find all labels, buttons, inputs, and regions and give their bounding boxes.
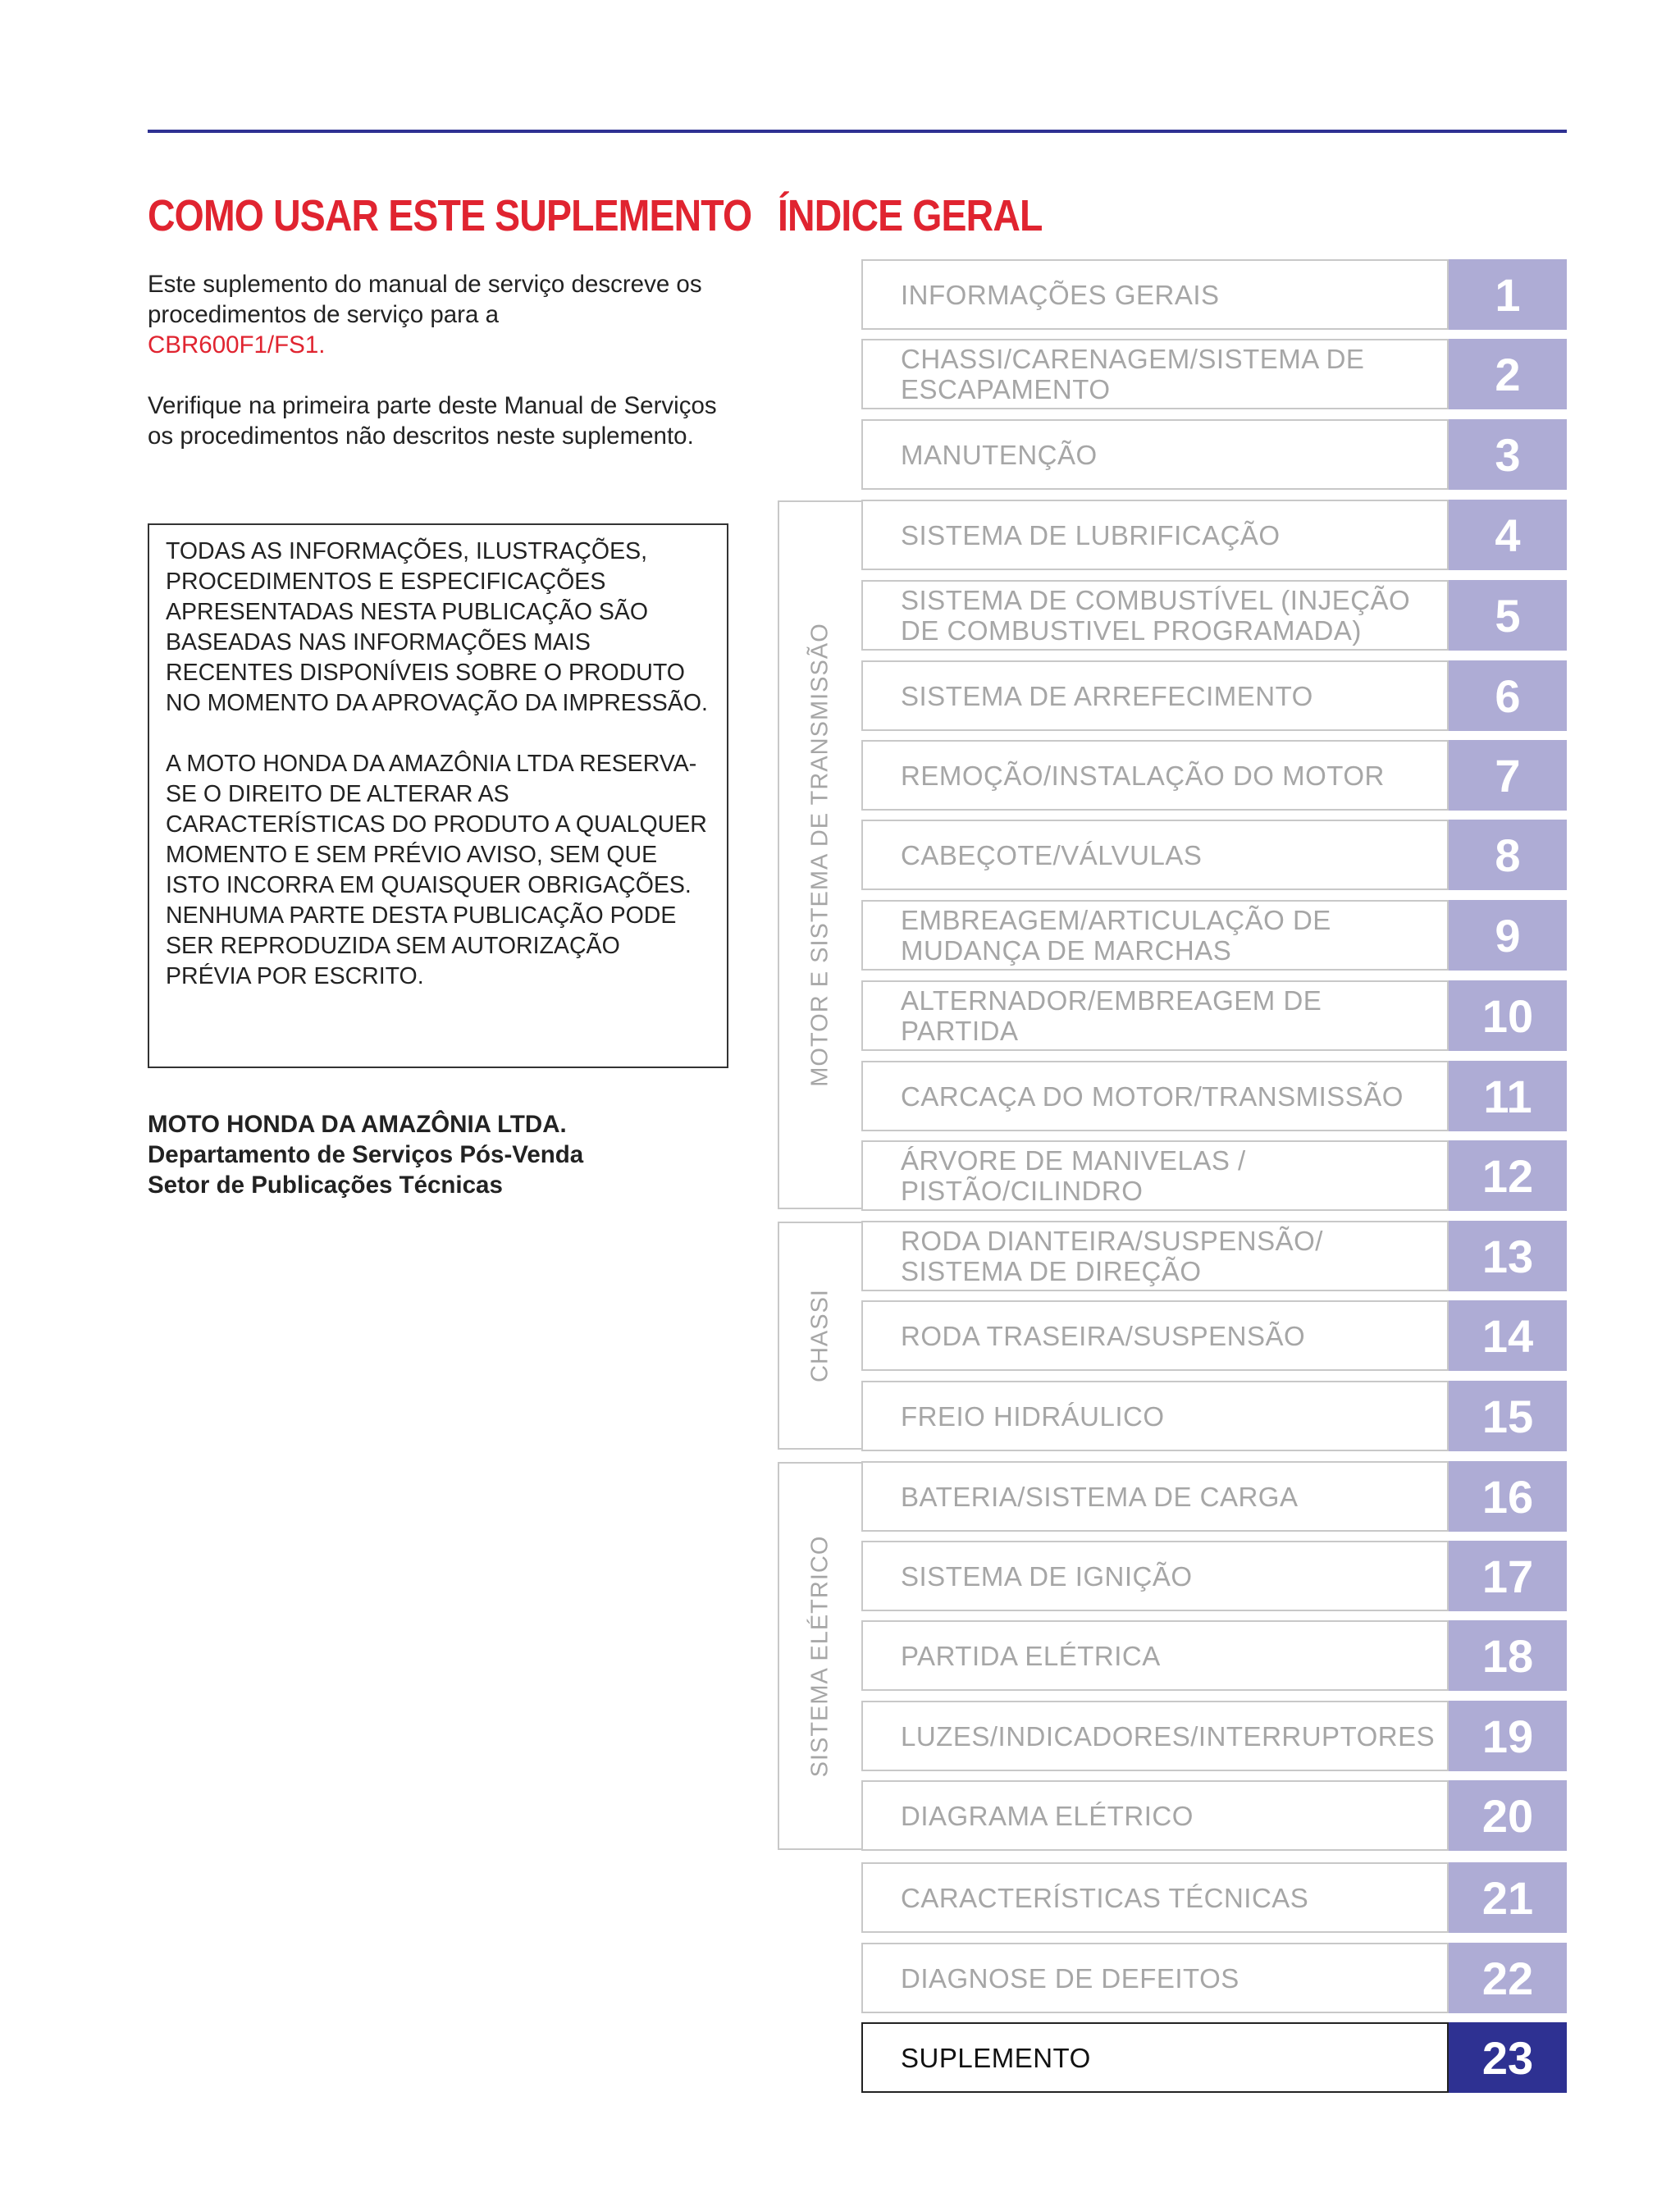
index-item-22[interactable] (861, 1943, 1567, 2013)
index-item-11[interactable] (861, 1061, 1567, 1131)
group-label-engine-transmission: MOTOR E SISTEMA DE TRANSMISSÃO (806, 623, 833, 1087)
publisher-sector: Setor de Publicações Técnicas (148, 1172, 503, 1199)
how-to-use-title: COMO USAR ESTE SUPLEMENTO (148, 191, 752, 240)
index-item-number: 19 (1449, 1701, 1567, 1771)
publisher-company: MOTO HONDA DA AMAZÔNIA LTDA. (148, 1111, 567, 1138)
index-item-label: SUPLEMENTO (861, 2022, 1449, 2093)
index-item-label: PARTIDA ELÉTRICA (861, 1620, 1449, 1691)
index-item-23[interactable] (861, 2022, 1567, 2093)
index-item-label: LUZES/INDICADORES/INTERRUPTORES (861, 1701, 1449, 1771)
index-item-number: 12 (1449, 1140, 1567, 1211)
index-item-19[interactable] (861, 1701, 1567, 1771)
index-item-2[interactable] (861, 339, 1567, 409)
index-item-label: EMBREAGEM/ARTICULAÇÃO DE MUDANÇA DE MARCHAS (861, 900, 1449, 971)
index-item-label: REMOÇÃO/INSTALAÇÃO DO MOTOR (861, 740, 1449, 811)
index-item-label: SISTEMA DE COMBUSTÍVEL (INJEÇÃO DE COMBUSTIVEL PROGRAMADA) (861, 580, 1449, 651)
index-item-label: INFORMAÇÕES GERAIS (861, 259, 1449, 330)
index-item-number: 1 (1449, 259, 1567, 330)
index-title: ÍNDICE GERAL (778, 191, 1043, 240)
notice-box (148, 523, 728, 1068)
top-rule (148, 130, 1567, 133)
index-item-label: CHASSI/CARENAGEM/SISTEMA DE ESCAPAMENTO (861, 339, 1449, 409)
index-item-number: 2 (1449, 339, 1567, 409)
index-item-label: SISTEMA DE LUBRIFICAÇÃO (861, 500, 1449, 570)
group-chassis (778, 1222, 861, 1450)
group-electrical (778, 1462, 861, 1850)
index-item-label: RODA TRASEIRA/SUSPENSÃO (861, 1300, 1449, 1371)
index-item-number: 22 (1449, 1943, 1567, 2013)
notice-text-1: TODAS AS INFORMAÇÕES, ILUSTRAÇÕES, PROCEDIMENTOS E ESPECIFICAÇÕES APRESENTADAS NESTA PUBLICAÇÃO SÃO BASEADAS NAS INFORMAÇÕES MAIS RECENTES DISPONÍVEIS SOBRE O PRODUTO NO MOMENTO DA APROVAÇÃO DA IMPRESSÃO. (166, 538, 708, 716)
index-item-21[interactable] (861, 1862, 1567, 1933)
index-item-15[interactable] (861, 1381, 1567, 1451)
notice-text-3: NENHUMA PARTE DESTA PUBLICAÇÃO PODE SER REPRODUZIDA SEM AUTORIZAÇÃO PRÉVIA POR ESCRITO. (166, 902, 677, 989)
index-item-label: MANUTENÇÃO (861, 419, 1449, 490)
index-item-number: 9 (1449, 900, 1567, 971)
index-item-7[interactable] (861, 740, 1567, 811)
index-item-number: 10 (1449, 980, 1567, 1051)
index-item-number: 7 (1449, 740, 1567, 811)
index-item-number: 3 (1449, 419, 1567, 490)
index-item-number: 6 (1449, 660, 1567, 731)
index-item-label: CARACTERÍSTICAS TÉCNICAS (861, 1862, 1449, 1933)
index-item-label: FREIO HIDRÁULICO (861, 1381, 1449, 1451)
index-item-label: ALTERNADOR/EMBREAGEM DE PARTIDA (861, 980, 1449, 1051)
group-label-chassis: CHASSI (806, 1289, 833, 1382)
index-item-18[interactable] (861, 1620, 1567, 1691)
index-item-9[interactable] (861, 900, 1567, 971)
index-item-label: DIAGNOSE DE DEFEITOS (861, 1943, 1449, 2013)
index-item-label: SISTEMA DE IGNIÇÃO (861, 1541, 1449, 1611)
index-item-label: BATERIA/SISTEMA DE CARGA (861, 1461, 1449, 1532)
intro-text: Este suplemento do manual de serviço descreve os procedimentos de serviço para a (148, 271, 702, 328)
publisher-block (148, 1109, 583, 1200)
index-item-number: 21 (1449, 1862, 1567, 1933)
index-item-number: 15 (1449, 1381, 1567, 1451)
index-item-14[interactable] (861, 1300, 1567, 1371)
index-item-number: 11 (1449, 1061, 1567, 1131)
index-item-number: 4 (1449, 500, 1567, 570)
intro-paragraph-2: Verifique na primeira parte deste Manual de Serviços os procedimentos não descritos neste suplemento. (148, 392, 717, 450)
index-item-label: ÁRVORE DE MANIVELAS / PISTÃO/CILINDRO (861, 1140, 1449, 1211)
index-item-3[interactable] (861, 419, 1567, 490)
intro-paragraph (148, 269, 738, 360)
index-item-number: 8 (1449, 820, 1567, 890)
index-item-5[interactable] (861, 580, 1567, 651)
index-item-label: RODA DIANTEIRA/SUSPENSÃO/ SISTEMA DE DIREÇÃO (861, 1221, 1449, 1291)
index-item-6[interactable] (861, 660, 1567, 731)
index-item-16[interactable] (861, 1461, 1567, 1532)
group-label-electrical: SISTEMA ELÉTRICO (806, 1535, 833, 1777)
index-item-number: 23 (1449, 2022, 1567, 2093)
index-item-number: 20 (1449, 1780, 1567, 1851)
index-item-13[interactable] (861, 1221, 1567, 1291)
index-item-12[interactable] (861, 1140, 1567, 1211)
publisher-department: Departamento de Serviços Pós-Venda (148, 1141, 584, 1168)
index-item-number: 16 (1449, 1461, 1567, 1532)
index-item-label: CABEÇOTE/VÁLVULAS (861, 820, 1449, 890)
index-item-number: 13 (1449, 1221, 1567, 1291)
index-item-17[interactable] (861, 1541, 1567, 1611)
index-item-number: 18 (1449, 1620, 1567, 1691)
index-item-number: 5 (1449, 580, 1567, 651)
model-name: CBR600F1/FS1. (148, 331, 326, 359)
index-item-number: 14 (1449, 1300, 1567, 1371)
index-item-1[interactable] (861, 259, 1567, 330)
index-item-8[interactable] (861, 820, 1567, 890)
group-engine-transmission (778, 500, 861, 1209)
index-item-10[interactable] (861, 980, 1567, 1051)
index-item-4[interactable] (861, 500, 1567, 570)
index-item-number: 17 (1449, 1541, 1567, 1611)
notice-text-2: A MOTO HONDA DA AMAZÔNIA LTDA RESERVA-SE O DIREITO DE ALTERAR AS CARACTERÍSTICAS DO PRODUTO A QUALQUER MOMENTO E SEM PRÉVIO AVISO, SEM QUE ISTO INCORRA EM QUAISQUER OBRIGAÇÕES. (166, 751, 707, 898)
index-item-20[interactable] (861, 1780, 1567, 1851)
index-item-label: DIAGRAMA ELÉTRICO (861, 1780, 1449, 1851)
index-item-label: SISTEMA DE ARREFECIMENTO (861, 660, 1449, 731)
index-item-label: CARCAÇA DO MOTOR/TRANSMISSÃO (861, 1061, 1449, 1131)
